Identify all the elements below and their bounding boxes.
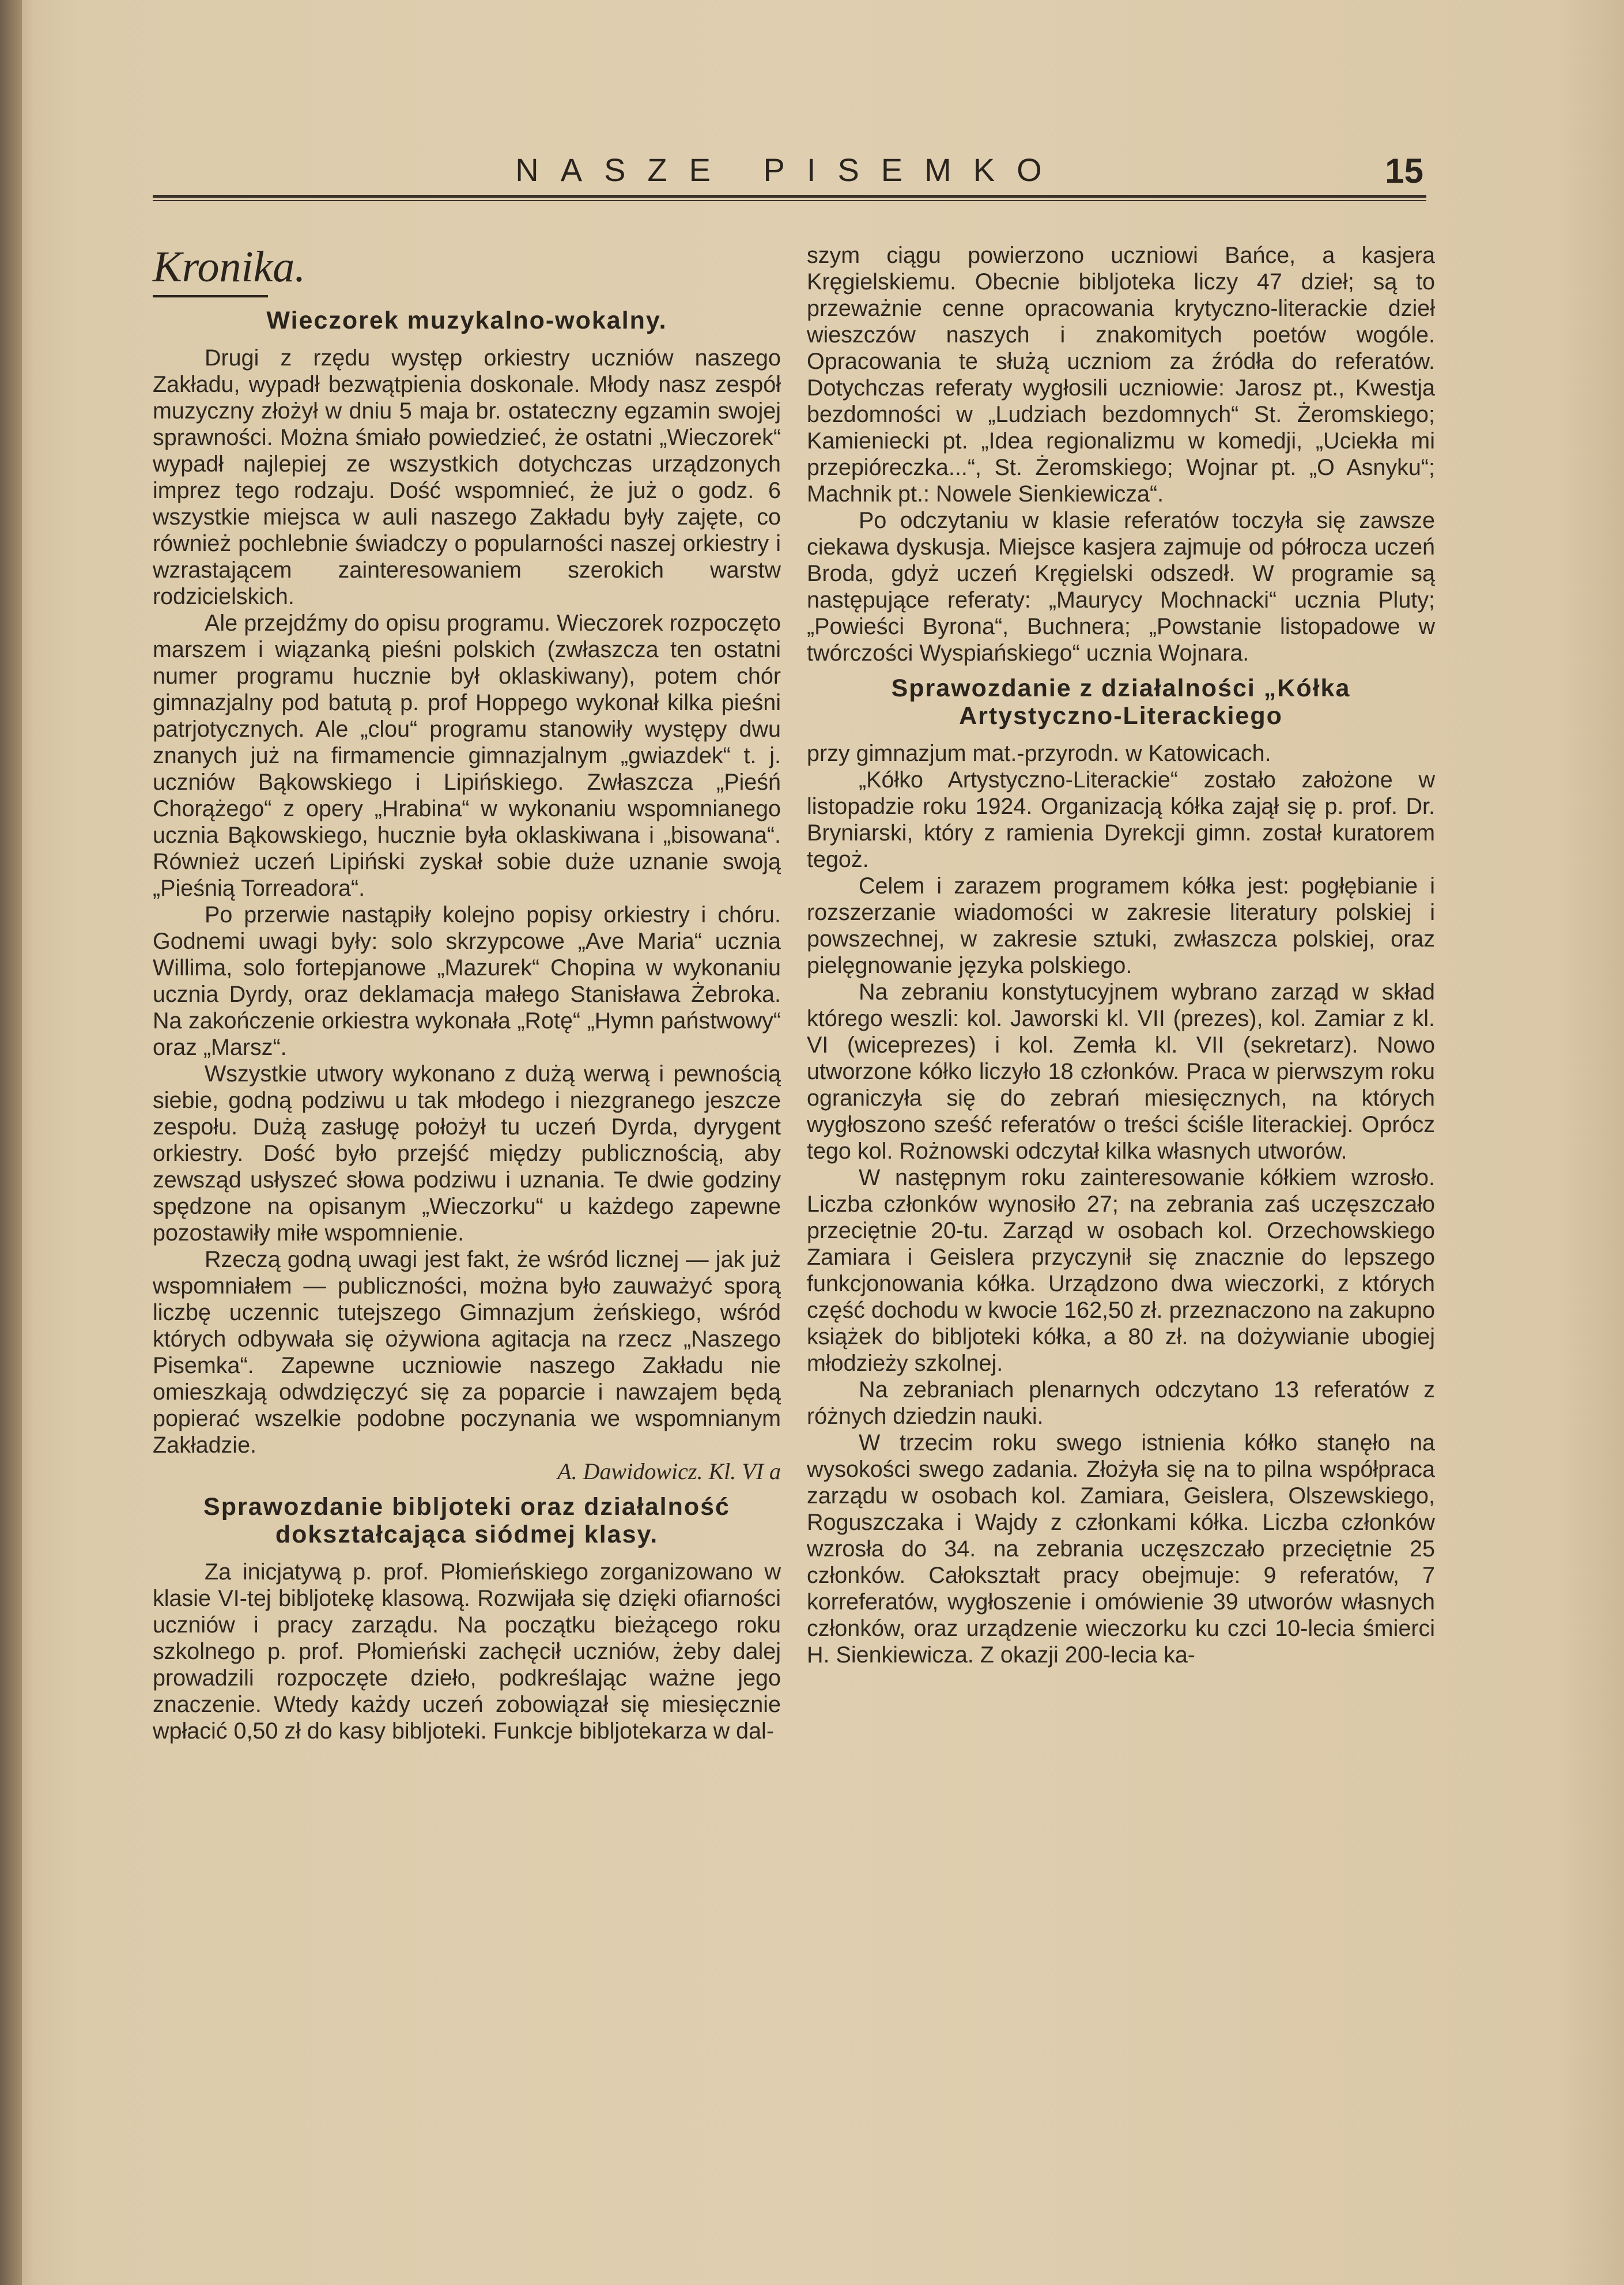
paragraph: Na zebraniu konstytucyjnem wybrano zarząd w skład którego weszli: kol. Jaworski kl. VII (prezes), kol. Zamiar z kl. VI (wiceprezes) i kol. Zemła kl. VII (sekretarz). Nowo utworzone kółko liczyło 18 członków. Praca w pierwszym roku ograniczyła się do zebrań miesięcznych, na których wygłoszono sześć referatów o treści ściśle literackiej. Oprócz tego kol. Rożnowski odczytał kilka własnych utworów. (807, 979, 1435, 1164)
paragraph: W trzecim roku swego istnienia kółko stanęło na wysokości swego zadania. Złożyła się na to pilna współpraca zarządu w osobach kol. Zamiara, Geislera, Olszewskiego, Roguszczaka i Wajdy z członkami kółka. Liczba członków wzrosła do 34. na zebrania uczęszczało przeciętnie 25 członków. Całokształt pracy obejmuje: 9 referatów, 7 korreferatów, wygłoszenie i omówienie 39 utworów własnych członków, oraz urządzenie wieczorku ku czci 10-lecia śmierci H. Sienkiewicza. Z okazji 200-lecia ka- (807, 1430, 1435, 1668)
paragraph: Ale przejdźmy do opisu programu. Wieczorek rozpoczęto marszem i wiązanką pieśni polskich (zwłaszcza ten ostatni numer programu hucznie był oklaskiwany), potem chór gimnazjalny pod batutą p. prof Hoppego wykonał kilka pieśni patrjotycznych. Ale „clou“ programu stanowiły występy dwu znanych już na firmamencie gimnazjalnym „gwiazdek“ t. j. uczniów Bąkowskiego i Lipińskiego. Zwłaszcza „Pieśń Chorążego“ z opery „Hrabina“ w wykonaniu wspomnianego ucznia Bąkowskiego, hucznie była oklaskiwana i „bisowana“. Również uczeń Lipiński zyskał sobie duże uznanie swoją „Pieśnią Torreadora“. (153, 610, 781, 901)
section-subtitle: przy gimnazjum mat.-przyrodn. w Katowicach. (807, 741, 1271, 766)
paragraph: Rzeczą godną uwagi jest fakt, że wśród licznej — jak już wspomniałem — publiczności, można było zauważyć sporą liczbę uczennic tutejszego Gimnazjum żeńskiego, wśród których odbywała się ożywiona agitacja na rzecz „Naszego Pisemka“. Zapewne uczniowie naszego Zakładu nie omieszkają odwdzięczyć się za poparcie i nawzajem będą popierać wszelkie podobne poczynania we wspomnianym Zakładzie. (153, 1247, 781, 1458)
paragraph: Wszystkie utwory wykonano z dużą werwą i pewnością siebie, godną podziwu u tak młodego i niezgranego jeszcze zespołu. Dużą zasługę położył tu uczeń Dyrda, dyrygent orkiestry. Dość było przejść między publicznością, aby zewsząd usłyszeć słowa podziwu i uznania. Te dwie godziny spędzone na opisanym „Wieczorku“ u każdego zapewne pozostawiły miłe wspomnienie. (153, 1061, 781, 1246)
page-binding-edge (0, 0, 22, 2285)
paragraph: Drugi z rzędu występ orkiestry uczniów naszego Zakładu, wypadł bezwątpienia doskonale. Młody nasz zespół muzyczny złożył w dniu 5 maja br. ostateczny egzamin swojej sprawności. Można śmiało powiedzieć, że ostatni „Wieczorek“ wypadł najlepiej ze wszystkich dotychczas urządzonych imprez tego rodzaju. Dość wspomnieć, że już o godz. 6 wszystkie miejsca w auli naszego Zakładu były zajęte, co również pochlebnie świadczy o popularności naszej orkiestry i wzrastającem zainteresowaniem szerokich warstw rodzicielskich. (153, 345, 781, 609)
page-header (156, 151, 1423, 197)
header-rule (153, 195, 1426, 201)
paragraph: Celem i zarazem programem kółka jest: pogłębianie i rozszerzanie wiadomości w zakresie literatury polskiej i powszechnej, w zakresie sztuki, zwłaszcza polskiej, oraz pielęgnowanie języka polskiego. (807, 873, 1435, 978)
right-column (807, 242, 1435, 1668)
author-signature: A. Dawidowicz. Kl. VI a (557, 1458, 781, 1484)
paragraph: Po przerwie nastąpiły kolejno popisy orkiestry i chóru. Godnemi uwagi były: solo skrzypcowe „Ave Maria“ ucznia Willima, solo fortepjanowe „Mazurek“ Chopina w wykonaniu ucznia Dyrdy, oraz deklamacja małego Stanisława Żebroka. Na zakończenie orkiestra wykonała „Rotę“ „Hymn państwowy“ oraz „Marsz“. (153, 902, 781, 1060)
section-title-kolko: Sprawozdanie z działalności „Kółka Artystyczno-Literackiego (891, 674, 1351, 730)
paragraph: szym ciągu powierzono uczniowi Bańce, a kasjera Kręgielskiemu. Obecnie bibljoteka liczy 47 dzieł; są to przeważnie cenne opracowania krytyczno-literackie dzieł wieszczów naszych i znakomitych poetów wogóle. Opracowania te służą uczniom za źródła do referatów. Dotychczas referaty wygłosili uczniowie: Jarosz pt., Kwestja bezdomności w „Ludziach bezdomnych“ St. Żeromskiego; Kamieniecki pt. „Idea regionalizmu w komedji, „Uciekła mi przepióreczka...“, St. Żeromskiego; Wojnar pt. „O Asnyku“; Machnik pt.: Nowele Sienkiewicza“. (807, 243, 1435, 507)
page-number: 15 (1385, 152, 1423, 190)
paragraph: Za inicjatywą p. prof. Płomieńskiego zorganizowano w klasie VI-tej bibljotekę klasową. Rozwijała się dzięki ofiarności uczniów i pracy zarządu. Na początku bieżącego roku szkolnego p. prof. Płomieński zachęcił uczniów, żeby dalej prowadzili rozpoczęte dzieło, podkreślając ważne jego znaczenie. Wtedy każdy uczeń zobowiązał się miesięcznie wpłacić 0,50 zł do kasy bibljoteki. Funkcje bibljotekarza w dal- (153, 1559, 781, 1744)
section-title-wieczorek: Wieczorek muzykalno-wokalny. (266, 307, 667, 334)
left-column (153, 242, 781, 1744)
section-title-bibljoteka: Sprawozdanie bibljoteki oraz działalność dokształcająca siódmej klasy. (203, 1493, 730, 1548)
kronika-underline (153, 295, 268, 297)
paragraph: W następnym roku zainteresowanie kółkiem wzrosło. Liczba członków wynosiło 27; na zebrania zaś uczęszczało przeciętnie 20-tu. Zarząd w osobach kol. Orzechowskiego Zamiara i Geislera przyczynił się znacznie do lepszego funkcjonowania kółka. Urządzono dwa wieczorki, z których część dochodu w kwocie 162,50 zł. przeznaczono na zakupno książek do bibljoteki kółka, a 80 zł. na dożywianie ubogiej młodzieży szkolnej. (807, 1165, 1435, 1376)
kronika-heading: Kronika. (153, 243, 306, 291)
journal-title: NASZE PISEMKO (515, 152, 1064, 188)
paragraph: Po odczytaniu w klasie referatów toczyła się zawsze ciekawa dyskusja. Miejsce kasjera zajmuje od półrocza uczeń Broda, gdyż uczeń Kręgielski odszedł. W programie są następujące referaty: „Maurycy Mochnacki“ ucznia Pluty; „Powieści Byrona“, Buchnera; „Powstanie listopadowe w twórczości Wyspiańskiego“ ucznia Wojnara. (807, 508, 1435, 666)
paragraph: „Kółko Artystyczno-Literackie“ zostało założone w listopadzie roku 1924. Organizacją kółka zajął się p. prof. Dr. Bryniarski, który z ramienia Dyrekcji gimn. został kuratorem tegoż. (807, 767, 1435, 872)
paragraph: Na zebraniach plenarnych odczytano 13 referatów z różnych dziedzin nauki. (807, 1377, 1435, 1429)
